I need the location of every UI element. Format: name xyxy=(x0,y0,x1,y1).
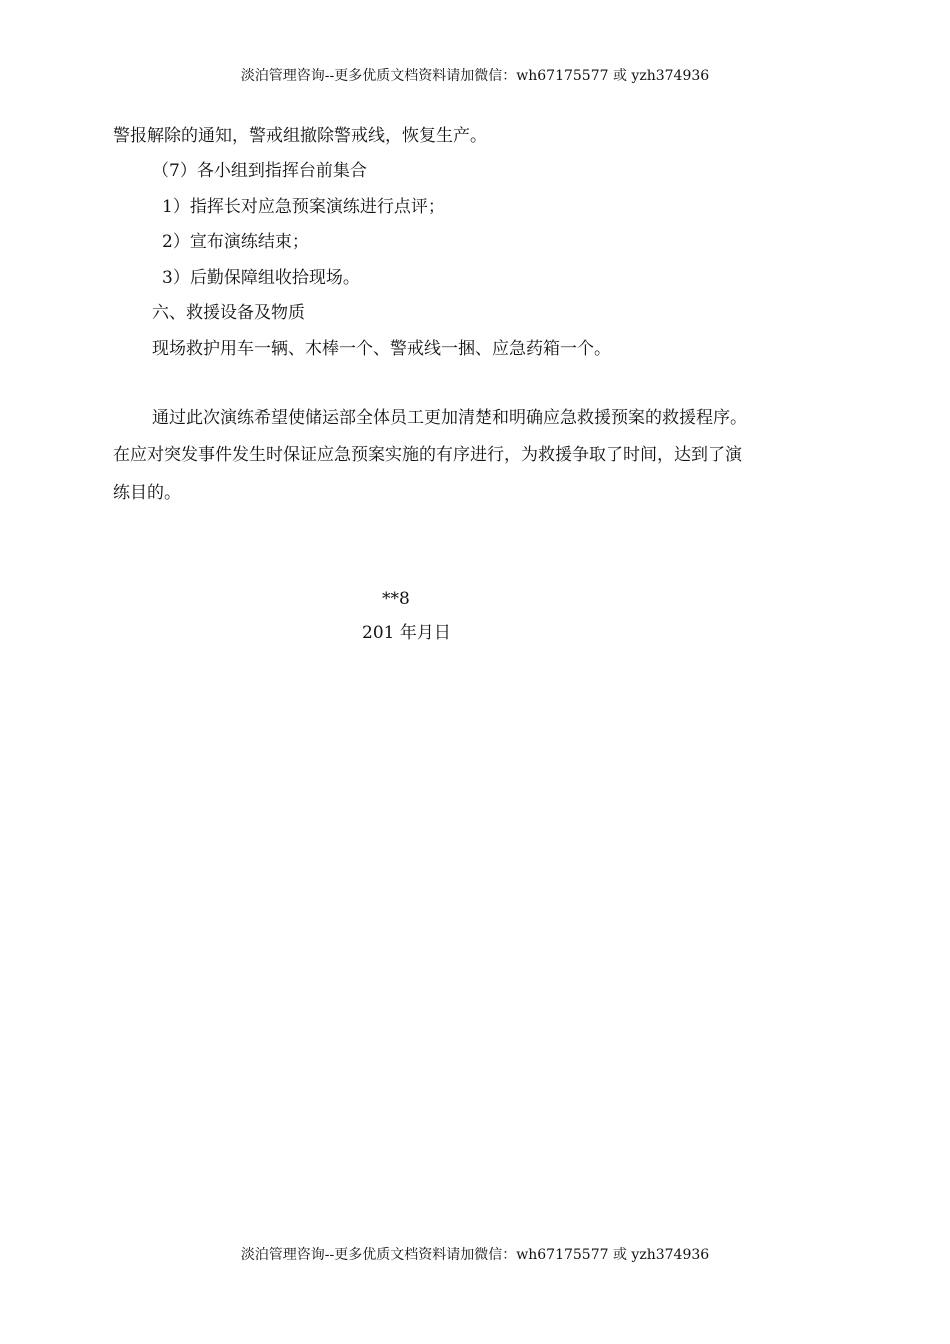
body-line: 警报解除的通知，警戒组撤除警戒线，恢复生产。 xyxy=(113,126,487,146)
body-line: 练目的。 xyxy=(113,483,181,503)
section-heading: 六、救援设备及物质 xyxy=(152,303,305,323)
body-line: 通过此次演练希望使储运部全体员工更加清楚和明确应急救援预案的救援程序。 xyxy=(152,408,747,428)
list-item: 1）指挥长对应急预案演练进行点评； xyxy=(162,197,445,217)
signature-name: **8 xyxy=(382,589,410,609)
list-item: 3）后勤保障组收拾现场。 xyxy=(162,268,360,288)
list-item: 2）宣布演练结束； xyxy=(162,232,309,252)
page-footer: 淡泊管理咨询--更多优质文档资料请加微信：wh67175577 或 yzh374936 xyxy=(240,1247,710,1263)
signature-date: 201 年月日 xyxy=(362,623,451,643)
body-line: 在应对突发事件发生时保证应急预案实施的有序进行，为救援争取了时间，达到了演 xyxy=(113,445,742,465)
page-header: 淡泊管理咨询--更多优质文档资料请加微信：wh67175577 或 yzh374936 xyxy=(240,68,710,84)
body-line: 现场救护用车一辆、木棒一个、警戒线一捆、应急药箱一个。 xyxy=(152,339,611,359)
section-heading: （7）各小组到指挥台前集合 xyxy=(152,161,367,181)
